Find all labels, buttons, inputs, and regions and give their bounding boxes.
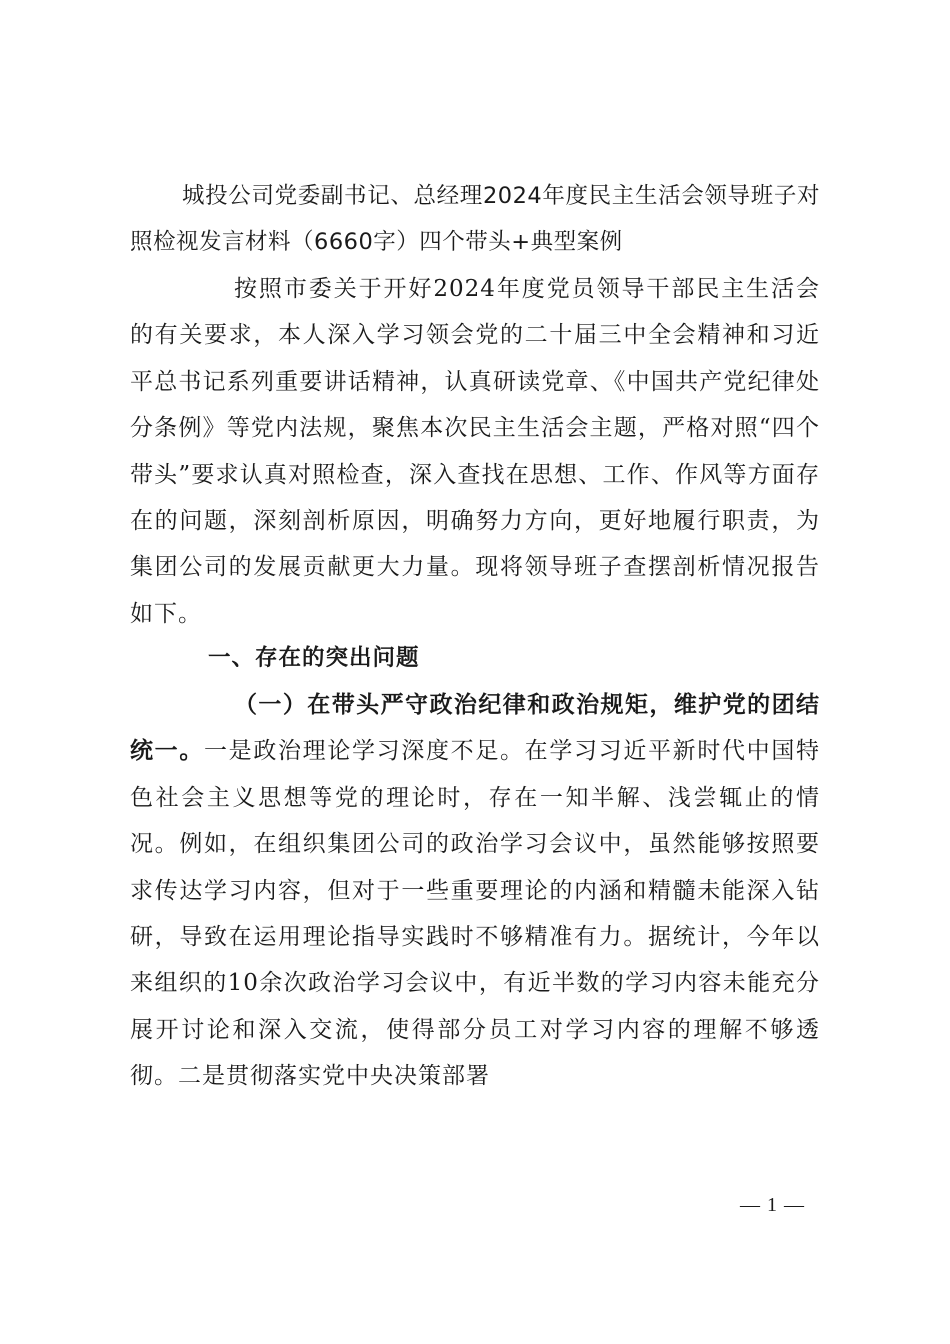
- section-heading: 一、存在的突出问题: [208, 645, 420, 671]
- subsection-body: 一是政治理论学习深度不足。在学习习近平新时代中国特色社会主义思想等党的理论时，存在一知半解、浅尝辄止的情况。例如，在组织集团公司的政治学习会议中，虽然能够按照要求传达学习内容，但对于一些重要理论的内涵和精髓未能深入钻研，导致在运用理论指导实践时不够精准有力。据统计，今年以来组织的10余次政治学习会议中，有近半数的学习内容未能充分展开讨论和深入交流，使得部分员工对学习内容的理解不够透彻。二是贯彻落实党中央决策部署: [130, 738, 820, 1090]
- page-number: — 1 —: [740, 1194, 805, 1216]
- intro-paragraph: 按照市委关于开好2024年度党员领导干部民主生活会的有关要求，本人深入学习领会党的二十届三中全会精神和习近平总书记系列重要讲话精神，认真研读党章、《中国共产党纪律处分条例》等党内法规，聚焦本次民主生活会主题，严格对照“四个带头”要求认真对照检查，深入查找在思想、工作、作风等方面存在的问题，深刻剖析原因，明确努力方向，更好地履行职责，为集团公司的发展贡献更大力量。现将领导班子查摆剖析情况报告如下。: [130, 276, 820, 627]
- subsection-paragraph: [130, 682, 820, 1100]
- subsection-heading: （一）在带头严守政治纪律和政治规矩，维护党的团结统一。: [130, 691, 820, 765]
- document-title: 城投公司党委副书记、总经理2024年度民主生活会领导班子对照检视发言材料（6660字）四个带头+典型案例: [130, 183, 820, 256]
